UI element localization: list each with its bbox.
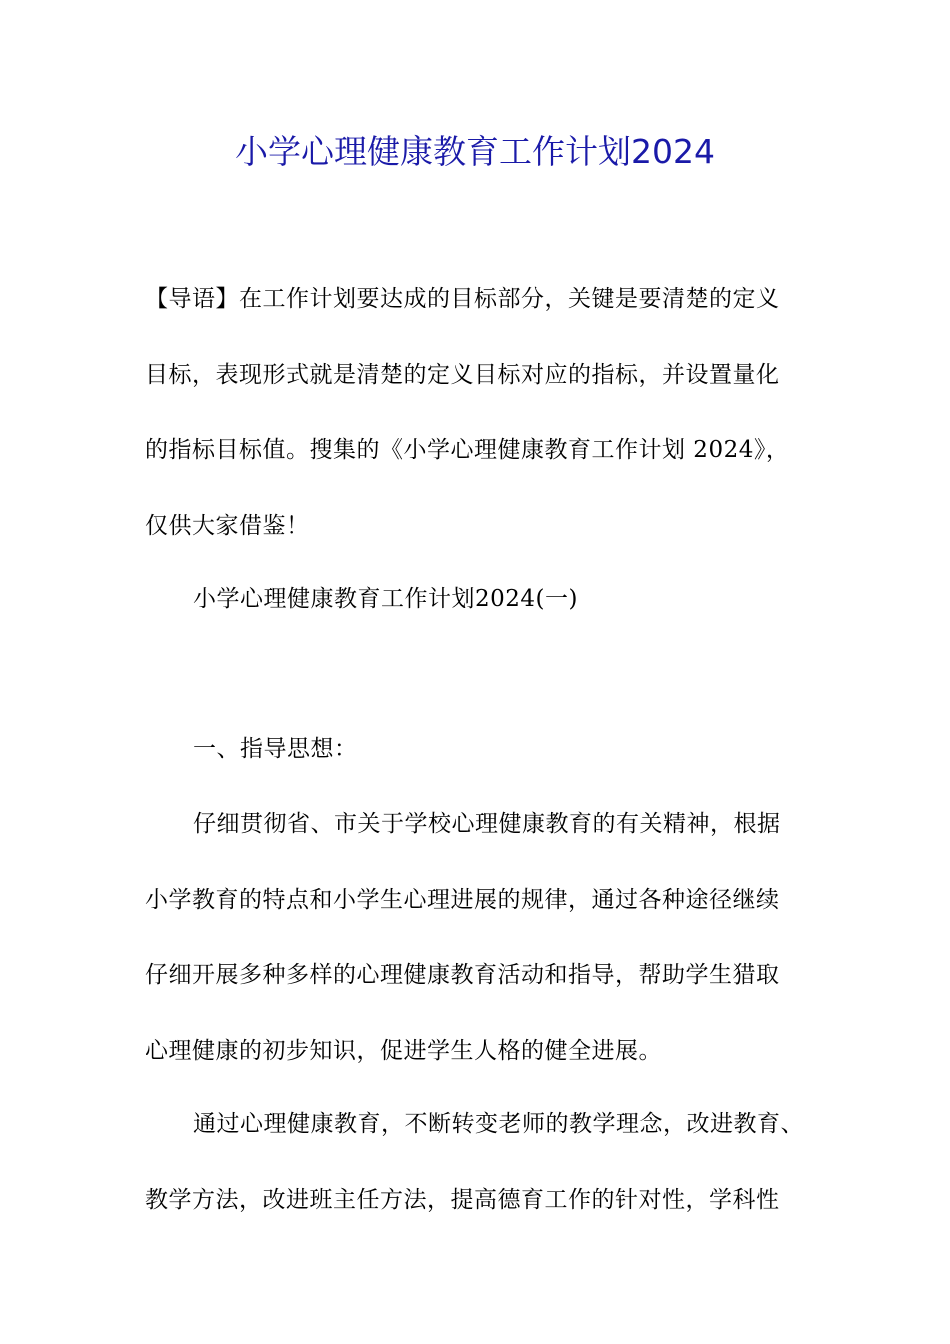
intro-line: 的指标目标值。搜集的《小学心理健康教育工作计划 2024》， (145, 437, 790, 463)
section-heading-text: 小学心理健康教育工作计划2024(一) (193, 586, 578, 612)
section-heading (145, 562, 815, 638)
paragraph-line: 教学方法，改进班主任方法，提高德育工作的针对性，学科性 (145, 1186, 780, 1213)
body-paragraph-1 (145, 787, 815, 1089)
intro-paragraph (145, 262, 815, 564)
paragraph-line: 心理健康的初步知识，促进学生人格的健全进展。 (145, 1037, 662, 1064)
subheading-text: 一、指导思想： (193, 736, 358, 762)
subheading (145, 712, 815, 788)
document-title: 小学心理健康教育工作计划2024 (235, 132, 715, 171)
paragraph-line: 小学教育的特点和小学生心理进展的规律，通过各种途径继续 (145, 886, 780, 913)
paragraph-line: 仔细贯彻省、市关于学校心理健康教育的有关精神，根据 (193, 811, 781, 837)
intro-line: 【导语】在工作计划要达成的目标部分，关键是要清楚的定义 (145, 286, 780, 312)
intro-line: 目标，表现形式就是清楚的定义目标对应的指标，并设置量化 (145, 361, 780, 388)
paragraph-line: 仔细开展多种多样的心理健康教育活动和指导，帮助学生猎取 (145, 962, 780, 988)
body-paragraph-2 (145, 1087, 815, 1238)
paragraph-line: 通过心理健康教育，不断转变老师的教学理念，改进教育、 (193, 1111, 804, 1137)
intro-line: 仅供大家借鉴！ (145, 512, 310, 539)
